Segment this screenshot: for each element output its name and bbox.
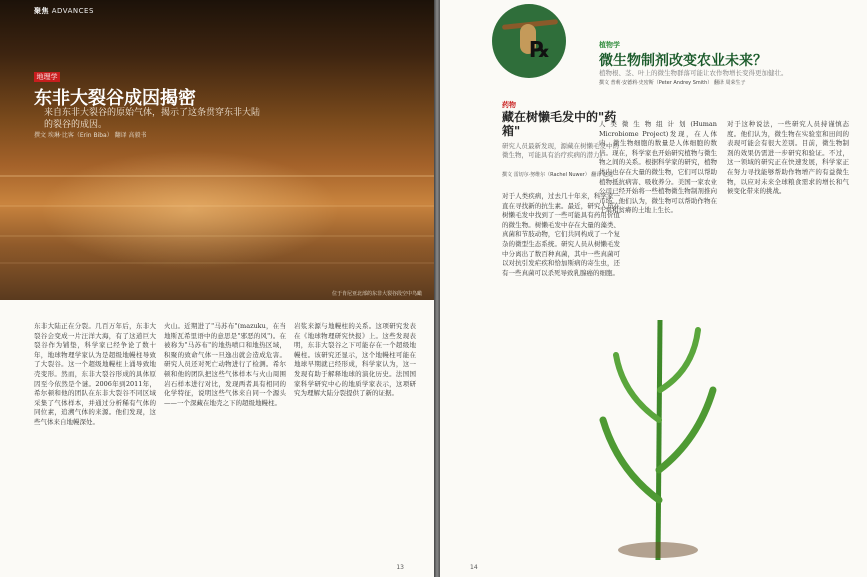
page-number: 14 [470,564,478,571]
photo-glow [40,150,340,270]
body-column-2: 火山。近期进了"马苏布"(mazuku，在当地斯瓦希里语中的意思是"邪恶的风")。在被称为"马苏布"的地热喷口和地热区域，积聚的致命气体一旦逸出就会造成危害。研究人员还对死亡动物进行了检测。希尔顿和他的团队把这些气体样本与火山周围岩石样本进行对比，发现两者具有相同的化学特征，说明这些气体来自同一个源头——一个深藏在地壳之下的超级地幔柱。 [164,322,286,407]
article-kicker: 地理学 [34,72,60,82]
article1-byline: 撰文 雷切尔·努维尔（Rachel Nuwer） 翻译 赵庭 [502,172,613,178]
body-column-3: 对于这种说法，一些研究人员持谨慎态度。他们认为，微生物在实验室和田间的表现可能会有很大差别。目前，微生物制剂的效果仍需进一步研究和验证。不过，这一领域的研究正在快速发展，科学家正在努力寻找能够帮助作物增产的有益微生物，以应对未来全球粮食需求的增长和气候变化带来的挑战。 [727,120,849,196]
photo-ridge [0,262,434,264]
body-column-2: 人类微生物组计划(Human Microbiome Project)发现，在人体内，微生物细胞的数量是人体细胞的数倍。现在，科学家也开始研究植物与微生物之间的关系。根据科学家的研究，植物体内也存在大量的微生物，它们可以帮助植物抵抗病害、吸收养分。美国一家农业公司已经开始将一些植物微生物制剂推向市场。他们认为，微生物可以帮助作物在干旱和贫瘠的土地上生长。 [599,120,717,215]
article1-kicker: 药物 [502,101,516,109]
article2-subtitle: 植物根、茎、叶上的微生物群落可能让农作物增长变得更加健壮。 [599,69,788,77]
rift-valley-photo [0,0,434,300]
article-title: 东非大裂谷成因揭密 [34,88,196,109]
body-column-1: 东非大陆正在分裂。几百万年后，东非大裂谷会变成一片汪洋大海，有了这道巨大裂谷作为铺垫，科学家已经争论了数十年，地球物理学家认为是超级地幔柱导致了大裂谷。这一个超级地幔柱上涌导致地壳变形。然而，东非大裂谷形成的具体原因至今依然是个谜。2006年到2011年，希尔顿和他的团队在东非大裂谷不同区域采集了气体样本，并通过分析稀有气体的同位素，追溯气体的来源。他们发现，这些气体来自地幔深处。 [34,322,156,426]
article2-kicker: 植物学 [599,41,620,49]
article-byline: 撰文 埃琳·比客（Erin Biba） 翻译 高毅书 [34,132,147,139]
article2-title: 微生物制剂改变农业未来？ [599,53,767,69]
pharmacy-symbol-icon: ℞ [530,38,550,63]
article-subtitle: 来自东非大裂谷的原始气体，揭示了这条贯穿东非大陆的裂谷的成因。 [44,108,261,130]
corn-plant-illustration [598,300,718,560]
section-label: 聚焦 ADVANCES [34,7,94,15]
photo-ridge [0,205,434,207]
sloth-illustration [492,4,566,78]
photo-ridge [0,175,434,177]
photo-ridge [0,235,434,237]
body-column-1: 对于人类疾病，过去几十年来，科学家一直在寻找新的抗生素。最近，研究人员在树懒毛发中找到了一些可能具有药用价值的微生物。树懒毛发中存在大量的藻类、真菌和节肢动物，它们共同构成了一个复杂的微型生态系统。研究人员从树懒毛发中分离出了数百种真菌，其中一些真菌可以对抗引发疟疾和恰加斯病的寄生虫，还有一些真菌可以杀死导致乳腺癌的细胞。 [502,192,620,277]
article1-subtitle: 研究人员最新发现，源藏在树懒毛发中的微生物，可能具有治疗疾病的潜力。 [502,142,619,159]
body-column-3: 岩浆来源与地幔柱的关系。这项研究发表在《地球物理研究快报》上。这些发现表明，东非大裂谷之下可能存在一个超级地幔柱。该研究还显示，这个地幔柱可能在地球早期就已经形成，科学家认为，这一发现有助于解释地球的演化历史。法国国家科学研究中心的地质学家表示，这项研究为理解大陆分裂提供了新的证据。 [294,322,416,398]
article1-title: 藏在树懒毛发中的"药箱" [502,110,617,138]
photo-credit: 位于肯尼亚北部的东非大裂谷段空中鸟瞰 [331,291,422,297]
article2-byline: 撰文 普莉·安德莉·史密斯（Peter Andrey Smith） 翻译 周荣生子 [599,80,746,86]
page-number: 13 [396,564,404,571]
